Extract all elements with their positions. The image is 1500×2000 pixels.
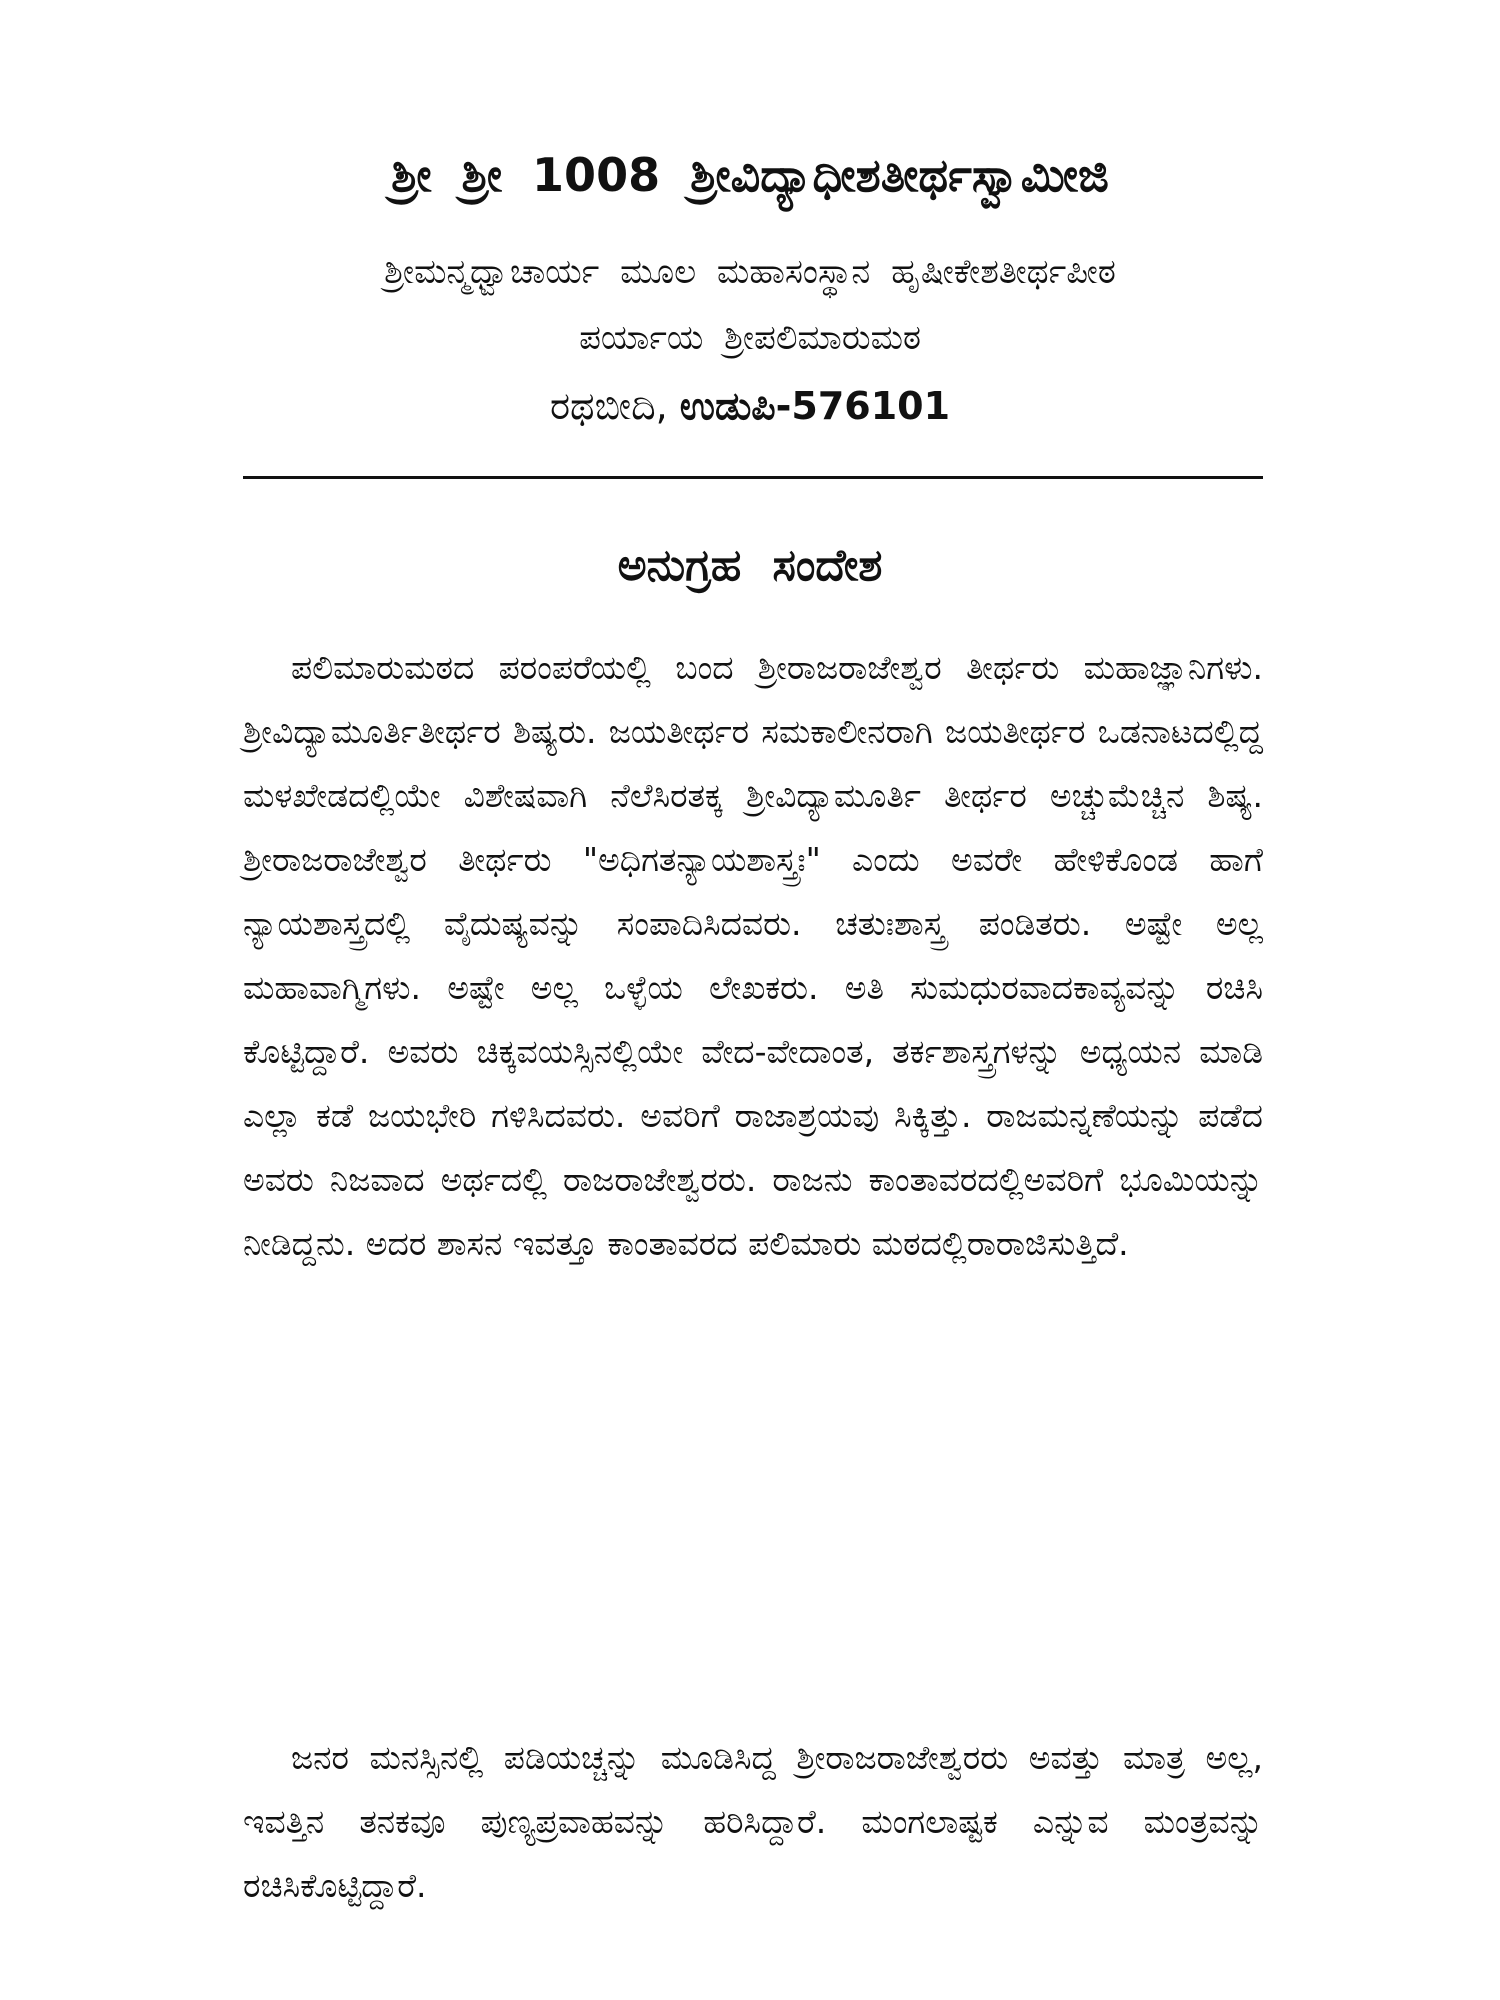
address-line bbox=[0, 384, 1500, 429]
header-divider bbox=[243, 476, 1263, 479]
swamiji-title: ಶ್ರೀ ಶ್ರೀ 1008 ಶ್ರೀವಿದ್ಯಾಧೀಶತೀರ್ಥಸ್ವಾಮೀಜಿ bbox=[391, 148, 1109, 202]
message-paragraph-1: ಪಲಿಮಾರುಮಠದ ಪರಂಪರೆಯಲ್ಲಿ ಬಂದ ಶ್ರೀರಾಜರಾಜೇಶ್ವರ ತೀರ್ಥರು ಮಹಾಜ್ಞಾನಿಗಳು. ಶ್ರೀವಿದ್ಯಾಮೂರ್ತಿತೀರ್ಥರ ಶಿಷ್ಯರು. ಜಯತೀರ್ಥರ ಸಮಕಾಲೀನರಾಗಿ ಜಯತೀರ್ಥರ ಒಡನಾಟದಲ್ಲಿದ್ದ ಮಳಖೇಡದಲ್ಲಿಯೇ ವಿಶೇಷವಾಗಿ ನೆಲೆಸಿರತಕ್ಕ ಶ್ರೀವಿದ್ಯಾಮೂರ್ತಿ ತೀರ್ಥರ ಅಚ್ಚುಮೆಚ್ಚಿನ ಶಿಷ್ಯ. ಶ್ರೀರಾಜರಾಜೇಶ್ವರ ತೀರ್ಥರು "ಅಧಿಗತನ್ಯಾಯಶಾಸ್ತ್ರಃ" ಎಂದು ಅವರೇ ಹೇಳಿಕೊಂಡ ಹಾಗೆ ನ್ಯಾಯಶಾಸ್ತ್ರದಲ್ಲಿ ವೈದುಷ್ಯವನ್ನು ಸಂಪಾದಿಸಿದವರು. ಚತುಃಶಾಸ್ತ್ರ ಪಂಡಿತರು. ಅಷ್ಟೇ ಅಲ್ಲ ಮಹಾವಾಗ್ಮಿಗಳು. ಅಷ್ಟೇ ಅಲ್ಲ ಒಳ್ಳೆಯ ಲೇಖಕರು. ಅತಿ ಸುಮಧುರವಾದಕಾವ್ಯವನ್ನು ರಚಿಸಿ ಕೊಟ್ಟಿದ್ದಾರೆ. ಅವರು ಚಿಕ್ಕವಯಸ್ಸಿನಲ್ಲಿಯೇ ವೇದ-ವೇದಾಂತ, ತರ್ಕಶಾಸ್ತ್ರಗಳನ್ನು ಅಧ್ಯಯನ ಮಾಡಿ ಎಲ್ಲಾ ಕಡೆ ಜಯಭೇರಿ ಗಳಿಸಿದವರು. ಅವರಿಗೆ ರಾಜಾಶ್ರಯವು ಸಿಕ್ಕಿತ್ತು. ರಾಜಮನ್ನಣೆಯನ್ನು ಪಡೆದ ಅವರು ನಿಜವಾದ ಅರ್ಥದಲ್ಲಿ ರಾಜರಾಜೇಶ್ವರರು. ರಾಜನು ಕಾಂತಾವರದಲ್ಲಿಅವರಿಗೆ ಭೂಮಿಯನ್ನು ನೀಡಿದ್ದನು. ಅದರ ಶಾಸನ ಇವತ್ತೂ ಕಾಂತಾವರದ ಪಲಿಮಾರು ಮಠದಲ್ಲಿರಾರಾಜಿಸುತ್ತಿದೆ. bbox=[243, 648, 1263, 1263]
address-city: ಉಡುಪಿ-576101 bbox=[679, 384, 951, 428]
paryaya-line: ಪರ್ಯಾಯ ಶ್ರೀಪಲಿಮಾರುಮಠ bbox=[579, 318, 921, 358]
message-paragraph-2: ಜನರ ಮನಸ್ಸಿನಲ್ಲಿ ಪಡಿಯಚ್ಚನ್ನು ಮೂಡಿಸಿದ್ದ ಶ್ರೀರಾಜರಾಜೇಶ್ವರರು ಅವತ್ತು ಮಾತ್ರ ಅಲ್ಲ, ಇವತ್ತಿನ ತನಕವೂ ಪುಣ್ಯಪ್ರವಾಹವನ್ನು ಹರಿಸಿದ್ದಾರೆ. ಮಂಗಲಾಷ್ಟಕ ಎನ್ನುವ ಮಂತ್ರವನ್ನು ರಚಿಸಿಕೊಟ್ಟಿದ್ದಾರೆ. bbox=[243, 1738, 1263, 1905]
message-heading: ಅನುಗ್ರಹ ಸಂದೇಶ bbox=[617, 540, 883, 591]
math-name: ಶ್ರೀಮನ್ಮಧ್ವಾಚಾರ್ಯ ಮೂಲ ಮಹಾಸಂಸ್ಥಾನ ಹೃಷೀಕೇಶತೀರ್ಥಪೀಠ bbox=[384, 252, 1116, 292]
address-street: ರಥಬೀದಿ, bbox=[549, 384, 668, 428]
